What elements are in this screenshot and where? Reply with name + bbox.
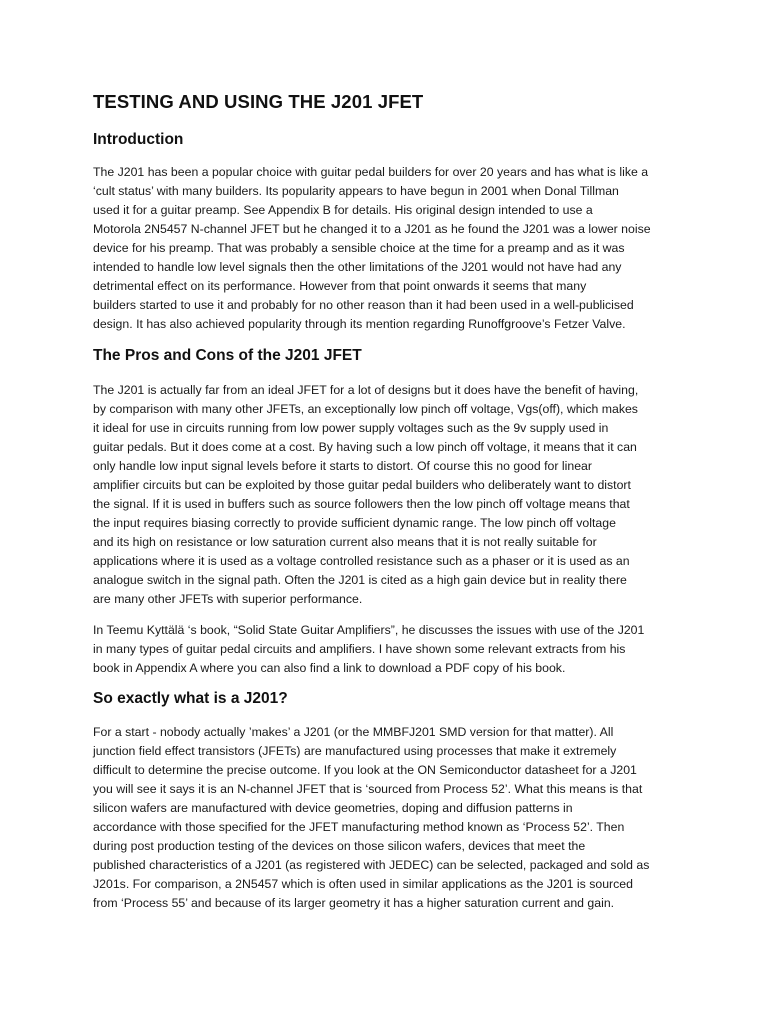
- text-line: published characteristics of a J201 (as registered with JEDEC) can be selected, packaged and sold as: [93, 858, 650, 872]
- text-line: in many types of guitar pedal circuits and amplifiers. I have shown some relevant extracts from his: [93, 642, 626, 656]
- text-line: difficult to determine the precise outcome. If you look at the ON Semiconductor datasheet for a J201: [93, 763, 637, 777]
- text-line: it ideal for use in circuits running from low power supply voltages such as the 9v supply used in: [93, 421, 609, 435]
- section-heading-pros-and-cons: The Pros and Cons of the J201 JFET: [93, 347, 362, 364]
- paragraph-book-reference: [93, 621, 683, 678]
- text-line: J201s. For comparison, a 2N5457 which is often used in similar applications as the J201 is sourced: [93, 877, 633, 891]
- text-line: design. It has also achieved popularity through its mention regarding Runoffgroove’s Fetzer Valve.: [93, 317, 626, 331]
- text-line: intended to handle low level signals then the other limitations of the J201 would not have had any: [93, 260, 622, 274]
- section-heading-introduction: Introduction: [93, 131, 184, 148]
- text-line: The J201 is actually far from an ideal JFET for a lot of designs but it does have the benefit of having,: [93, 383, 639, 397]
- paragraph-introduction: [93, 163, 683, 334]
- text-line: and its high on resistance or low saturation current also means that it is not really suitable for: [93, 535, 597, 549]
- text-line: guitar pedals. But it does come at a cost. By having such a low pinch off voltage, it means that it can: [93, 440, 637, 454]
- document-title: TESTING AND USING THE J201 JFET: [93, 91, 424, 112]
- text-line: silicon wafers are manufactured with device geometries, doping and diffusion patterns in: [93, 801, 573, 815]
- text-line: from ‘Process 55’ and because of its larger geometry it has a higher saturation current and gain.: [93, 896, 615, 910]
- paragraph-what-is-j201: [93, 723, 683, 913]
- text-line: accordance with those specified for the JFET manufacturing method known as ‘Process 52’. Then: [93, 820, 625, 834]
- text-line: junction field effect transistors (JFETs) are manufactured using processes that make it extremely: [93, 744, 617, 758]
- text-line: The J201 has been a popular choice with guitar pedal builders for over 20 years and has what is like a: [93, 165, 649, 179]
- section-heading-what-is-j201: So exactly what is a J201?: [93, 690, 288, 707]
- text-line: the signal. If it is used in buffers such as source followers then the low pinch off voltage means that: [93, 497, 630, 511]
- text-line: For a start - nobody actually ’makes’ a J201 (or the MMBFJ201 SMD version for that matter). All: [93, 725, 614, 739]
- text-line: amplifier circuits but can be exploited by those guitar pedal builders who deliberately want to distort: [93, 478, 631, 492]
- text-line: during post production testing of the devices on those silicon wafers, devices that meet the: [93, 839, 586, 853]
- text-line: analogue switch in the signal path. Often the J201 is cited as a high gain device but in reality there: [93, 573, 627, 587]
- text-line: builders started to use it and probably for no other reason than it had been used in a well-publicised: [93, 298, 634, 312]
- text-line: the input requires biasing correctly to provide sufficient dynamic range. The low pinch off voltage: [93, 516, 616, 530]
- text-line: applications where it is used as a voltage controlled resistance such as a phaser or it is used as an: [93, 554, 630, 568]
- paragraph-pros-and-cons: [93, 381, 683, 609]
- text-line: used it for a guitar preamp. See Appendix B for details. His original design intended to use a: [93, 203, 593, 217]
- text-line: only handle low input signal levels before it starts to distort. Of course this no good for linear: [93, 459, 592, 473]
- text-line: ‘cult status’ with many builders. Its popularity appears to have begun in 2001 when Donal Tillman: [93, 184, 619, 198]
- text-line: by comparison with many other JFETs, an exceptionally low pinch off voltage, Vgs(off), which makes: [93, 402, 638, 416]
- text-line: you will see it says it is an N-channel JFET that is ‘sourced from Process 52’. What this means is that: [93, 782, 643, 796]
- text-line: book in Appendix A where you can also find a link to download a PDF copy of his book.: [93, 661, 566, 675]
- text-line: Motorola 2N5457 N-channel JFET but he changed it to a J201 as he found the J201 was a lower noise: [93, 222, 651, 236]
- text-line: detrimental effect on its performance. However from that point onwards it seems that many: [93, 279, 587, 293]
- text-line: are many other JFETs with superior performance.: [93, 592, 363, 606]
- text-line: device for his preamp. That was probably a sensible choice at the time for a preamp and as it was: [93, 241, 625, 255]
- text-line: In Teemu Kyttälä ‘s book, “Solid State Guitar Amplifiers”, he discusses the issues with use of the J201: [93, 623, 645, 637]
